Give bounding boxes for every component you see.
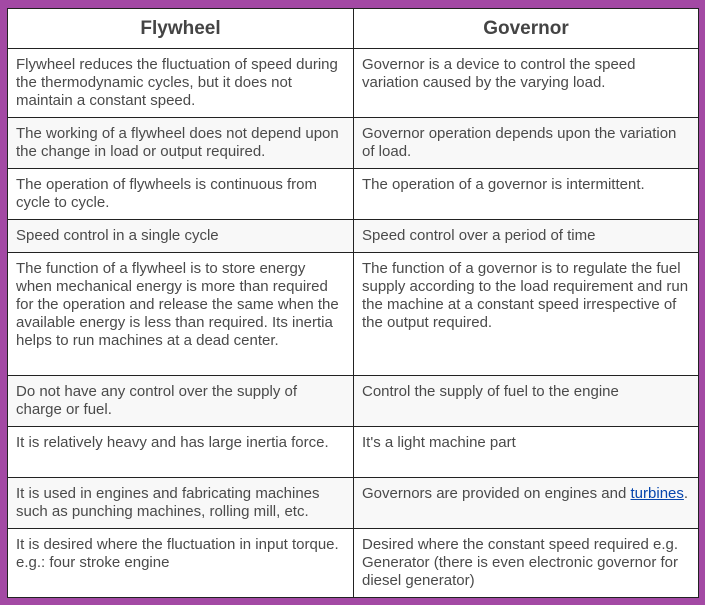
flywheel-cell: It is relatively heavy and has large inertia force. — [8, 427, 354, 478]
header-governor: Governor — [354, 9, 699, 49]
table-row — [8, 169, 699, 220]
governor-cell: Governor operation depends upon the variation of load. — [354, 118, 699, 169]
table-row — [8, 478, 699, 529]
governor-cell: The function of a governor is to regulate the fuel supply according to the load requirement and run the machine at a constant speed irrespective of the output required. — [354, 253, 699, 376]
flywheel-cell: It is used in engines and fabricating machines such as punching machines, rolling mill, etc. — [8, 478, 354, 529]
header-row — [8, 9, 699, 49]
table-row — [8, 427, 699, 478]
flywheel-cell: It is desired where the fluctuation in input torque. e.g.: four stroke engine — [8, 529, 354, 598]
flywheel-cell: Do not have any control over the supply of charge or fuel. — [8, 376, 354, 427]
governor-cell: Control the supply of fuel to the engine — [354, 376, 699, 427]
governor-cell: Governor is a device to control the speed variation caused by the varying load. — [354, 49, 699, 118]
table-row — [8, 118, 699, 169]
governor-cell: The operation of a governor is intermittent. — [354, 169, 699, 220]
table-row — [8, 376, 699, 427]
flywheel-cell: The working of a flywheel does not depend upon the change in load or output required. — [8, 118, 354, 169]
table-row — [8, 529, 699, 598]
governor-cell: Desired where the constant speed required e.g. Generator (there is even electronic governor for diesel generator) — [354, 529, 699, 598]
table-row — [8, 253, 699, 376]
comparison-table — [7, 8, 699, 598]
flywheel-cell: Flywheel reduces the fluctuation of speed during the thermodynamic cycles, but it does not maintain a constant speed. — [8, 49, 354, 118]
table-row — [8, 49, 699, 118]
turbines-link[interactable]: turbines — [630, 485, 684, 502]
governor-cell: Speed control over a period of time — [354, 220, 699, 253]
flywheel-cell: Speed control in a single cycle — [8, 220, 354, 253]
table-row — [8, 220, 699, 253]
flywheel-cell: The function of a flywheel is to store energy when mechanical energy is more than required for the operation and release the same when the available energy is less than required. Its inertia helps to run machines at a dead center. — [8, 253, 354, 376]
header-flywheel: Flywheel — [8, 9, 354, 49]
governor-cell — [354, 478, 699, 529]
flywheel-cell: The operation of flywheels is continuous from cycle to cycle. — [8, 169, 354, 220]
governor-text-suffix: . — [683, 485, 689, 502]
governor-cell: It's a light machine part — [354, 427, 699, 478]
governor-text: Governors are provided on engines and — [362, 485, 631, 502]
